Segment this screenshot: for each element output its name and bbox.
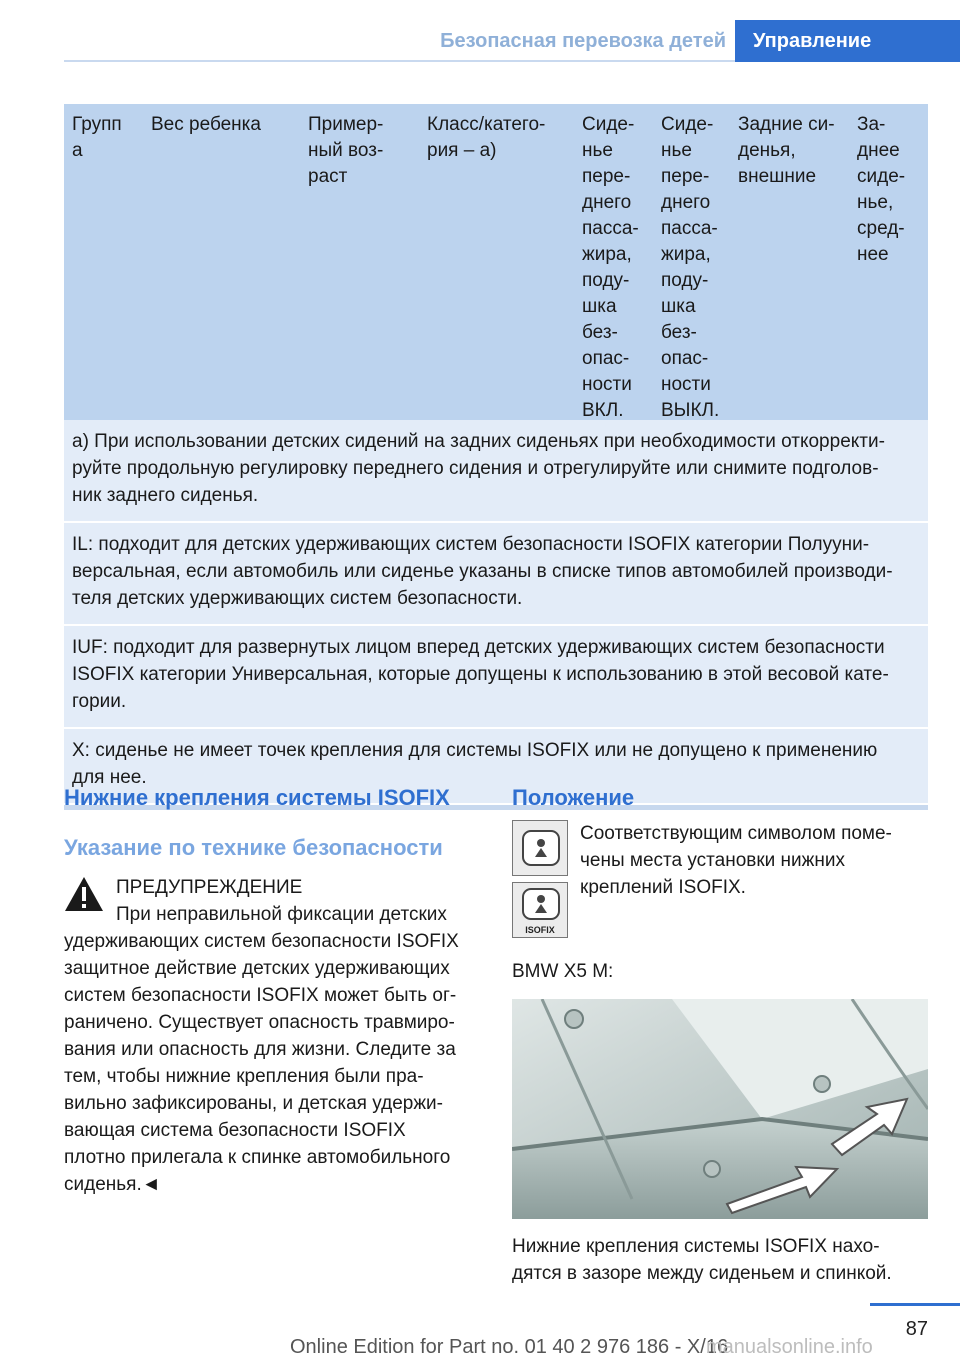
symbol-description: Соответствующим символом поме- чены места установки нижних креплений ISOFIX. <box>580 823 892 898</box>
header-cell-line: внешние <box>738 166 817 187</box>
header-cell-line: а <box>72 140 83 161</box>
left-column <box>64 784 480 1198</box>
table-header-row <box>64 104 928 420</box>
table-note-il <box>64 523 928 626</box>
isofix-label-icon <box>512 882 568 938</box>
header-cell-line: днее <box>857 140 900 161</box>
header-cell-weight <box>143 104 300 420</box>
header-cell-age <box>300 104 419 420</box>
section-heading-position: Положение <box>512 785 635 810</box>
note-line: версальная, если автомобиль или сиденье указаны в списке типов автомобилей производи- <box>72 561 893 582</box>
safety-subheading: Указание по технике безопасности <box>64 835 443 860</box>
note-line: IUF: подходит для развернутых лицом вперед детских удерживающих систем безопасности <box>72 637 885 658</box>
header-cell-line: ВКЛ. <box>582 400 624 421</box>
header-cell-line: опас- <box>582 348 630 369</box>
header-cell-line: жира, <box>582 244 632 265</box>
page-number: 87 <box>905 1318 928 1340</box>
note-line: X: сиденье не имеет точек крепления для системы ISOFIX или не допущено к применению <box>72 740 878 761</box>
header-cell-line: опас- <box>661 348 709 369</box>
header-cell-line: Сиде- <box>661 114 714 135</box>
note-line: ISOFIX категории Универсальная, которые допущены к использованию в этой весовой кате- <box>72 664 889 685</box>
model-label: BMW X5 M: <box>512 961 614 982</box>
symbol-block <box>512 820 928 956</box>
note-line: а) При использовании детских сидений на задних сиденьях при необходимости откорректи- <box>72 431 885 452</box>
photo-caption: Нижние крепления системы ISOFIX нахо- дятся в зазоре между сиденьем и спинкой. <box>512 1236 892 1284</box>
header-cell-line: Вес ребенка <box>151 114 261 135</box>
header-cell-line: нье <box>582 140 613 161</box>
header-cell-line: раст <box>308 166 348 187</box>
right-column <box>512 784 928 1287</box>
header-cell-rear-middle <box>849 104 928 420</box>
rear-seat-isofix-photo <box>512 999 928 1219</box>
header-cell-line: днего <box>661 192 711 213</box>
header-cell-line: нье, <box>857 192 894 213</box>
table-note-a <box>64 420 928 523</box>
section-tab: Управление <box>735 20 960 62</box>
watermark: manualsonline.info <box>706 1336 873 1358</box>
header-cell-class <box>419 104 574 420</box>
page-header <box>0 0 960 60</box>
chapter-title: Безопасная перевозка детей <box>440 30 726 52</box>
isofix-seat-icon <box>512 820 568 876</box>
header-cell-line: шка <box>582 296 617 317</box>
header-cell-line: За- <box>857 114 886 135</box>
header-cell-rear-outer <box>730 104 849 420</box>
header-cell-line: нье <box>661 140 692 161</box>
header-cell-line: пере- <box>661 166 710 187</box>
header-cell-line: ности <box>582 374 632 395</box>
header-cell-line: Задние си- <box>738 114 835 135</box>
note-line: IL: подходит для детских удерживающих систем безопасности ISOFIX категории Полууни- <box>72 534 870 555</box>
header-cell-front-airbag-off <box>653 104 730 420</box>
table-note-iuf <box>64 626 928 729</box>
header-cell-line: ности <box>661 374 711 395</box>
header-cell-line: без- <box>661 322 697 343</box>
page-number-rule <box>870 1303 960 1306</box>
note-line: теля детских удерживающих систем безопасности. <box>72 588 523 609</box>
header-cell-line: сред- <box>857 218 905 239</box>
isofix-symbol-label: ISOFIX <box>525 925 555 935</box>
header-cell-front-airbag-on <box>574 104 653 420</box>
header-cell-group <box>64 104 143 420</box>
header-cell-line: Групп <box>72 114 122 135</box>
footer-edition: Online Edition for Part no. 01 40 2 976 186 - X/16 <box>290 1336 729 1358</box>
header-cell-line: сиде- <box>857 166 906 187</box>
header-cell-line: шка <box>661 296 696 317</box>
warning-triangle-icon <box>64 876 104 912</box>
header-cell-line: ный воз- <box>308 140 384 161</box>
header-cell-line: Сиде- <box>582 114 635 135</box>
header-cell-line: жира, <box>661 244 711 265</box>
header-cell-line: денья, <box>738 140 796 161</box>
header-cell-line: поду- <box>582 270 630 291</box>
header-cell-line: Класс/катего- <box>427 114 546 135</box>
header-cell-line: пасса- <box>661 218 718 239</box>
header-cell-line: поду- <box>661 270 709 291</box>
header-cell-line: днего <box>582 192 632 213</box>
note-line: для нее. <box>72 767 147 788</box>
note-line: ник заднего сиденья. <box>72 485 259 506</box>
note-line: гории. <box>72 691 127 712</box>
header-cell-line: Пример- <box>308 114 384 135</box>
warning-title: ПРЕДУПРЕЖДЕНИЕ При неправильной фиксации детских <box>116 877 447 925</box>
header-cell-line: нее <box>857 244 889 265</box>
warning-block <box>64 874 480 1198</box>
header-cell-line: пере- <box>582 166 631 187</box>
header-cell-line: без- <box>582 322 618 343</box>
child-seat-table <box>64 104 928 810</box>
header-rule <box>64 60 735 62</box>
header-cell-line: пасса- <box>582 218 639 239</box>
section-heading-isofix: Нижние крепления системы ISOFIX <box>64 785 450 810</box>
warning-text: удерживающих систем безопасности ISOFIX защитное действие детских удерживающих систем безопасности ISOFIX может быть ог- раничено. Существует опасность травмиро- вания или опасность для жизни. Следите за тем, чтобы нижние крепления были пра- вильно зафиксированы, и детская удержи- вающая система безопасности ISOFIX плотно прилегала к спинке автомобильного сиденья.◄ <box>64 931 459 1195</box>
note-line: руйте продольную регулировку переднего сидения и отрегулируйте или снимите подголов- <box>72 458 879 479</box>
header-cell-line: рия – а) <box>427 140 497 161</box>
header-cell-line: ВЫКЛ. <box>661 400 720 421</box>
